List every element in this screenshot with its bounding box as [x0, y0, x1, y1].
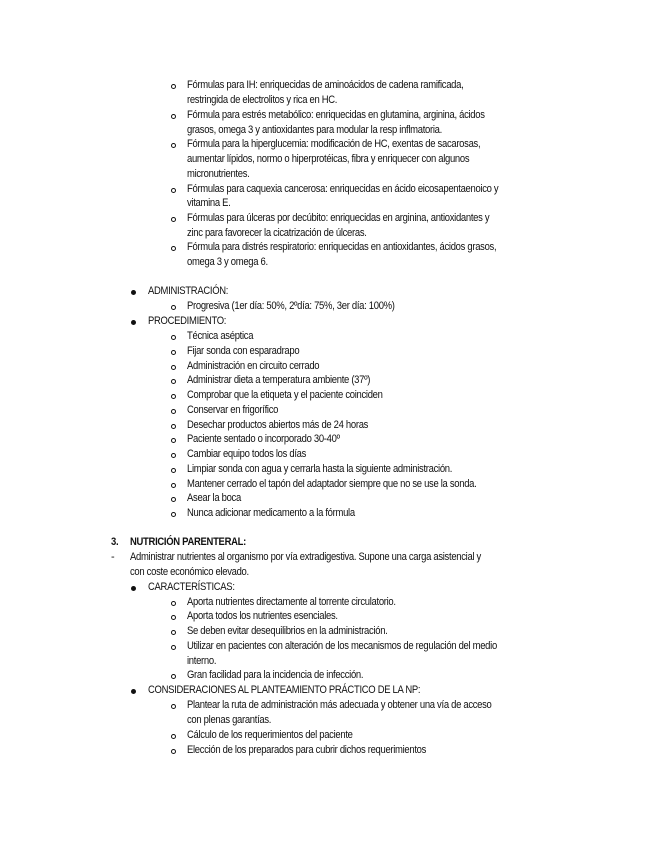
procedimiento-item: Fijar sonda con esparadrapo — [187, 345, 300, 357]
procedimiento-item: Comprobar que la etiqueta y el paciente coinciden — [187, 389, 383, 401]
consideraciones-item: Elección de los preparados para cubrir dichos requerimientos — [187, 744, 427, 756]
intro-item-line: Fórmula para distrés respiratorio: enriquecidas en antioxidantes, ácidos grasos, — [187, 241, 497, 253]
circle-bullet-icon — [171, 734, 176, 739]
circle-bullet-icon — [171, 217, 176, 222]
circle-bullet-icon — [171, 379, 176, 384]
section-title: NUTRICIÓN PARENTERAL: — [130, 536, 246, 548]
procedimiento-item: Técnica aséptica — [187, 330, 254, 342]
section-description: con coste económico elevado. — [130, 566, 249, 578]
caracteristicas-item: Aporta todos los nutrientes esenciales. — [187, 610, 338, 622]
circle-bullet-icon — [171, 749, 176, 754]
consideraciones-item: Cálculo de los requerimientos del paciente — [187, 729, 353, 741]
circle-bullet-icon — [171, 468, 176, 473]
intro-item-line: Fórmulas para caquexia cancerosa: enriquecidas en ácido eicosapentaenoico y — [187, 183, 499, 195]
circle-bullet-icon — [171, 114, 176, 119]
bullet-icon — [131, 586, 136, 591]
circle-bullet-icon — [171, 497, 176, 502]
administracion-item: Progresiva (1er día: 50%, 2ºdía: 75%, 3er día: 100%) — [187, 300, 395, 312]
circle-bullet-icon — [171, 512, 176, 517]
circle-bullet-icon — [171, 645, 176, 650]
consideraciones-title: CONSIDERACIONES AL PLANTEAMIENTO PRÁCTICO DE LA NP: — [148, 684, 421, 696]
caracteristicas-item: interno. — [187, 655, 217, 667]
circle-bullet-icon — [171, 350, 176, 355]
intro-item-line: restringida de electrolitos y rica en HC. — [187, 94, 338, 106]
bullet-icon — [131, 320, 136, 325]
circle-bullet-icon — [171, 394, 176, 399]
procedimiento-item: Nunca adicionar medicamento a la fórmula — [187, 507, 355, 519]
intro-item-line: zinc para favorecer la cicatrización de úlceras. — [187, 227, 367, 239]
caracteristicas-item: Se deben evitar desequilibrios en la administración. — [187, 625, 388, 637]
procedimiento-item: Administración en circuito cerrado — [187, 360, 320, 372]
caracteristicas-title: CARACTERÍSTICAS: — [148, 581, 235, 593]
circle-bullet-icon — [171, 365, 176, 370]
procedimiento-item: Desechar productos abiertos más de 24 horas — [187, 419, 369, 431]
bullet-icon — [131, 689, 136, 694]
circle-bullet-icon — [171, 305, 176, 310]
procedimiento-item: Paciente sentado o incorporado 30-40º — [187, 433, 340, 445]
circle-bullet-icon — [171, 483, 176, 488]
circle-bullet-icon — [171, 335, 176, 340]
circle-bullet-icon — [171, 453, 176, 458]
intro-item-line: Fórmulas para IH: enriquecidas de aminoácidos de cadena ramificada, — [187, 79, 464, 91]
consideraciones-item: Plantear la ruta de administración más adecuada y obtener una vía de acceso — [187, 699, 492, 711]
procedimiento-item: Conservar en frigorífico — [187, 404, 279, 416]
procedimiento-item: Asear la boca — [187, 492, 241, 504]
circle-bullet-icon — [171, 84, 176, 89]
intro-item-line: micronutrientes. — [187, 168, 250, 180]
circle-bullet-icon — [171, 424, 176, 429]
circle-bullet-icon — [171, 409, 176, 414]
procedimiento-title: PROCEDIMIENTO: — [148, 315, 227, 327]
circle-bullet-icon — [171, 674, 176, 679]
section-description: Administrar nutrientes al organismo por vía extradigestiva. Supone una carga asistencial y — [130, 551, 481, 563]
intro-item-line: aumentar lípidos, normo o hiperprotéicas, fibra y enriquecer con algunos — [187, 153, 470, 165]
circle-bullet-icon — [171, 704, 176, 709]
caracteristicas-item: Aporta nutrientes directamente al torrente circulatorio. — [187, 596, 396, 608]
administracion-title: ADMINISTRACIÓN: — [148, 285, 229, 297]
section-number: 3. — [111, 536, 119, 548]
circle-bullet-icon — [171, 143, 176, 148]
procedimiento-item: Administrar dieta a temperatura ambiente (37º) — [187, 374, 371, 386]
intro-item-line: Fórmula para la hiperglucemia: modificación de HC, exentas de sacarosas, — [187, 138, 481, 150]
bullet-icon — [131, 290, 136, 295]
caracteristicas-item: Gran facilidad para la incidencia de infección. — [187, 669, 364, 681]
circle-bullet-icon — [171, 188, 176, 193]
procedimiento-item: Mantener cerrado el tapón del adaptador siempre que no se use la sonda. — [187, 478, 477, 490]
intro-item-line: omega 3 y omega 6. — [187, 256, 268, 268]
circle-bullet-icon — [171, 615, 176, 620]
procedimiento-item: Limpiar sonda con agua y cerrarla hasta la siguiente administración. — [187, 463, 453, 475]
circle-bullet-icon — [171, 246, 176, 251]
dash-marker: - — [111, 551, 115, 563]
intro-item-line: Fórmulas para úlceras por decúbito: enriquecidas en arginina, antioxidantes y — [187, 212, 490, 224]
intro-item-line: vitamina E. — [187, 197, 231, 209]
intro-item-line: Fórmula para estrés metabólico: enriquecidas en glutamina, arginina, ácidos — [187, 109, 485, 121]
consideraciones-item: con plenas garantías. — [187, 714, 272, 726]
circle-bullet-icon — [171, 630, 176, 635]
circle-bullet-icon — [171, 601, 176, 606]
intro-item-line: grasos, omega 3 y antioxidantes para modular la resp inflmatoria. — [187, 124, 442, 136]
caracteristicas-item: Utilizar en pacientes con alteración de los mecanismos de regulación del medio — [187, 640, 497, 652]
procedimiento-item: Cambiar equipo todos los días — [187, 448, 307, 460]
circle-bullet-icon — [171, 438, 176, 443]
